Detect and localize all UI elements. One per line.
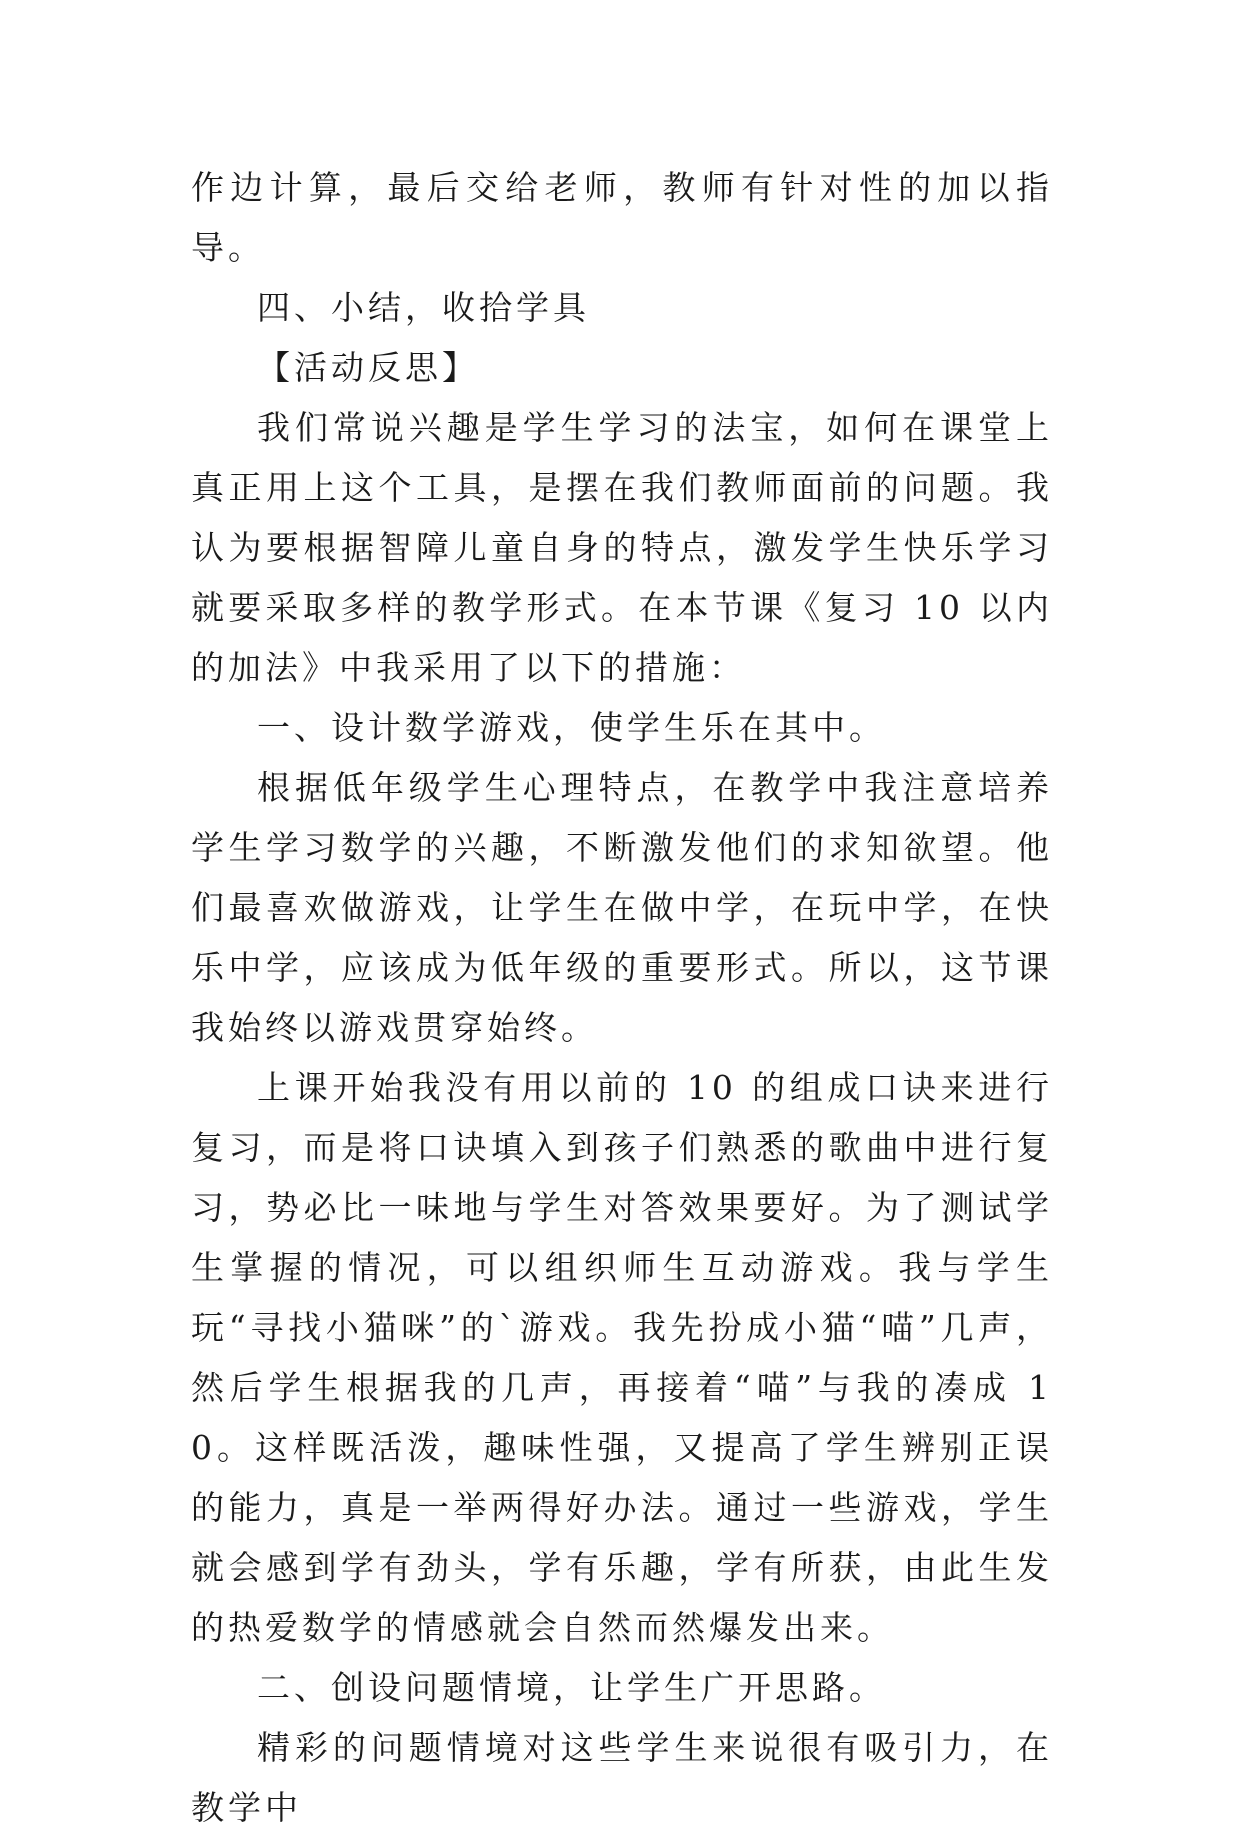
paragraph-reflection-intro: 我们常说兴趣是学生学习的法宝，如何在课堂上真正用上这个工具，是摆在我们教师面前的问题。我认为要根据智障儿童自身的特点，激发学生快乐学习就要采取多样的教学形式。在本节课《复习 10 以内的加法》中我采用了以下的措施：	[191, 408, 1053, 687]
paragraph-class-start: 上课开始我没有用以前的 10 的组成口诀来进行复习，而是将口诀填入到孩子们熟悉的歌曲中进行复习，势必比一味地与学生对答效果要好。为了测试学生掌握的情况，可以组织师生互动游戏。我与学生玩“寻找小猫咪”的`游戏。我先扮成小猫“喵”几声，然后学生根据我的几声，再接着“喵”与我的凑成 10。这样既活泼，趣味性强，又提高了学生辨别正误的能力，真是一举两得好办法。通过一些游戏，学生就会感到学有劲头，学有乐趣，学有所获，由此生发的热爱数学的情感就会自然而然爆发出来。	[191, 1068, 1053, 1647]
document-body	[191, 158, 1053, 1838]
paragraph-1: 作边计算，最后交给老师，教师有针对性的加以指导。	[191, 168, 1053, 267]
heading-measure-1: 一、设计数学游戏，使学生乐在其中。	[257, 708, 886, 747]
paragraph-measure-1-body: 根据低年级学生心理特点，在教学中我注意培养学生学习数学的兴趣，不断激发他们的求知欲望。他们最喜欢做游戏，让学生在做中学，在玩中学，在快乐中学，应该成为低年级的重要形式。所以，这节课我始终以游戏贯穿始终。	[191, 768, 1053, 1047]
heading-reflection: 【活动反思】	[257, 348, 479, 387]
heading-summary: 四、小结，收拾学具	[257, 288, 590, 327]
heading-measure-2: 二、创设问题情境，让学生广开思路。	[257, 1668, 886, 1707]
paragraph-measure-2-body: 精彩的问题情境对这些学生来说很有吸引力，在教学中	[191, 1728, 1053, 1827]
